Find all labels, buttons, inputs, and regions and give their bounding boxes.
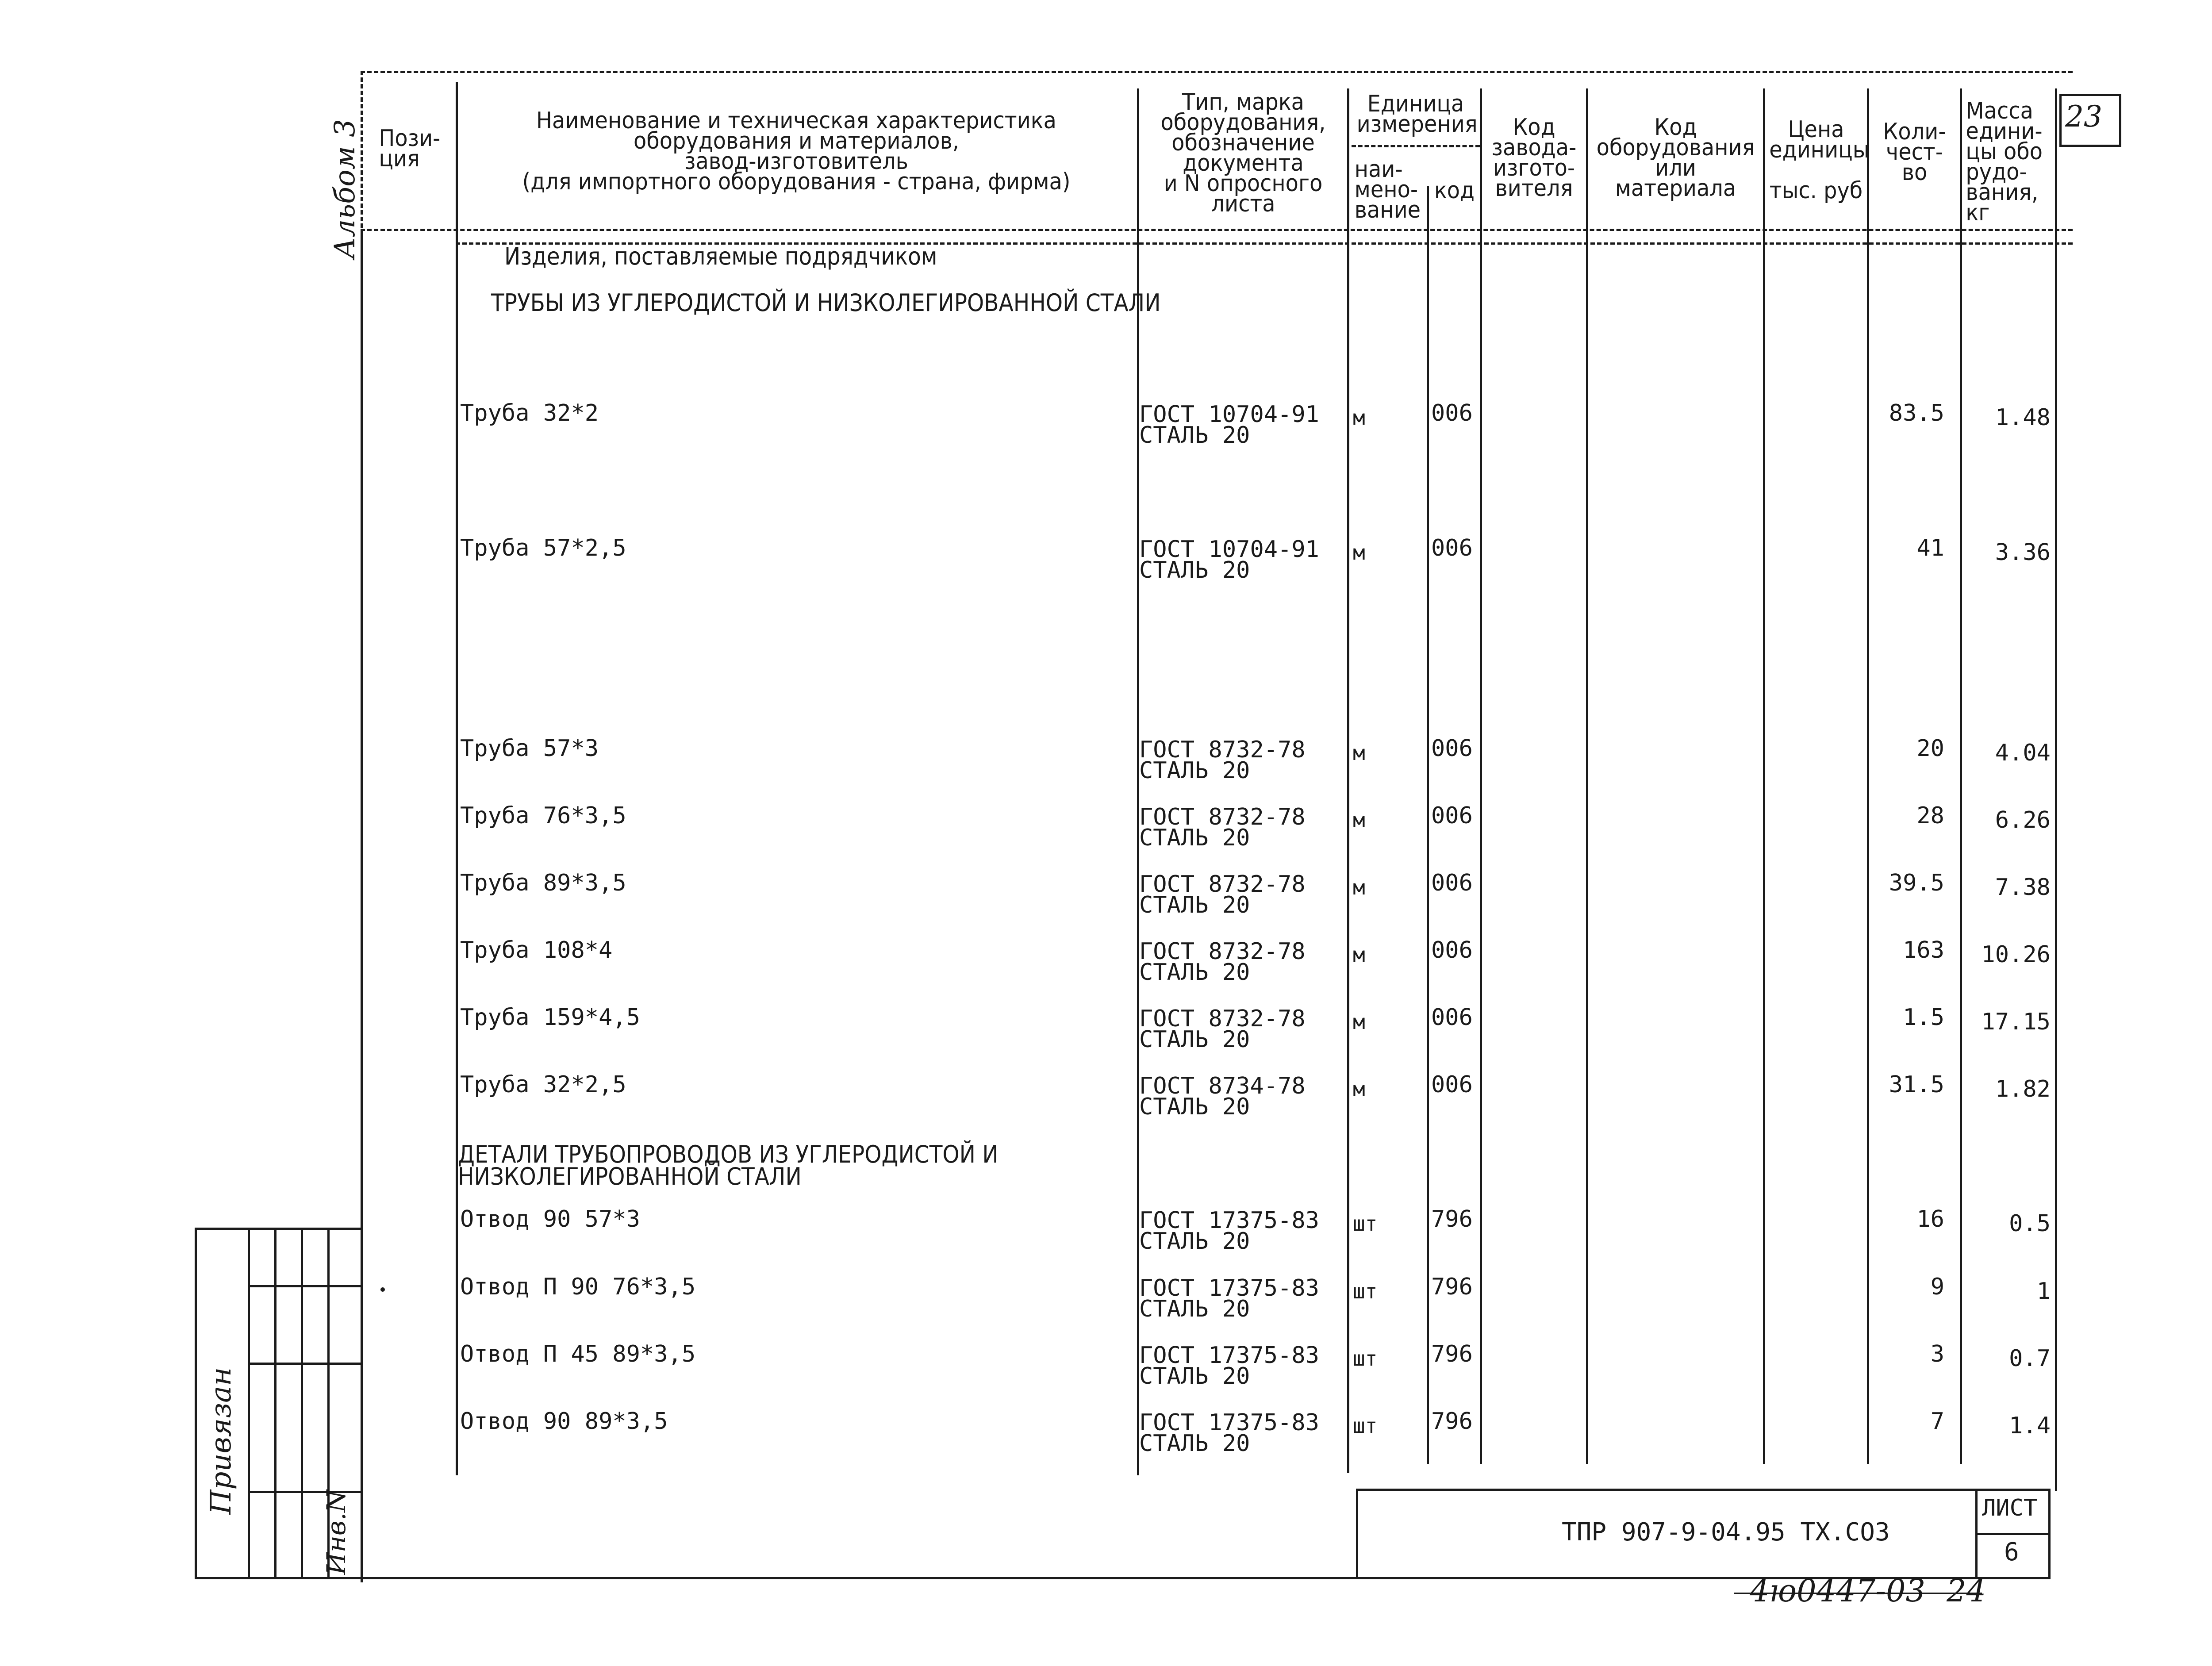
row-code: 006	[1431, 937, 1473, 964]
header-position: Пози- ция	[379, 125, 441, 172]
side-bottom	[195, 1577, 363, 1579]
row-code: 796	[1431, 1408, 1473, 1435]
row-unit: м	[1353, 406, 1365, 430]
row-qty: 39.5	[1889, 870, 1944, 896]
row-mass: 17.15	[1981, 1009, 2051, 1035]
row-unit: м	[1353, 808, 1365, 832]
row-unit: м	[1353, 1077, 1365, 1101]
footer-page: 24	[1947, 1573, 1986, 1609]
row-code: 006	[1431, 1071, 1473, 1098]
header-top-border	[361, 71, 2073, 73]
row-unit: м	[1353, 1010, 1365, 1034]
col-line-2	[456, 82, 458, 1475]
row-name: Труба 32*2	[460, 400, 599, 426]
row-doc-material: СТАЛЬ 20	[1139, 1296, 1250, 1322]
row-qty: 31.5	[1889, 1071, 1944, 1098]
row-code: 006	[1431, 735, 1473, 762]
row-unit: м	[1353, 875, 1365, 899]
side-mid2	[248, 1363, 363, 1365]
row-name: Труба 32*2,5	[460, 1071, 626, 1098]
row-doc-material: СТАЛЬ 20	[1139, 892, 1250, 918]
row-code: 006	[1431, 400, 1473, 426]
row-code: 006	[1431, 535, 1473, 561]
header-mass: Масса едини- цы обо рудо- вания, кг	[1966, 98, 2043, 226]
row-qty: 7	[1930, 1408, 1944, 1435]
header-unit-name: наи- мено- вание	[1354, 156, 1421, 223]
dot-mark	[380, 1287, 385, 1292]
row-mass: 0.5	[2009, 1210, 2051, 1237]
row-unit: шт	[1353, 1279, 1378, 1303]
row-mass: 1.4	[2009, 1413, 2051, 1439]
row-qty: 28	[1916, 802, 1944, 829]
row-code: 796	[1431, 1341, 1473, 1367]
side-l3	[274, 1228, 276, 1579]
row-doc: ГОСТ 8732-78	[1139, 871, 1306, 898]
row-doc-material: СТАЛЬ 20	[1139, 557, 1250, 583]
row-mass: 7.38	[1995, 874, 2051, 901]
row-doc: ГОСТ 8734-78	[1139, 1073, 1306, 1099]
row-mass: 0.7	[2009, 1345, 2051, 1372]
header-unit-code: код	[1434, 177, 1475, 204]
side-l1	[195, 1228, 197, 1579]
row-mass: 1.48	[1995, 404, 2051, 431]
header-factory-code: Код завода- изгото- вителя	[1491, 114, 1577, 202]
row-name: Труба 76*3,5	[460, 802, 626, 829]
section-details: ДЕТАЛИ ТРУБОПРОВОДОВ ИЗ УГЛЕРОДИСТОЙ И НИЗКОЛЕГИРОВАННОЙ СТАЛИ	[458, 1140, 998, 1190]
row-name: Труба 57*3	[460, 735, 599, 762]
row-doc: ГОСТ 17375-83	[1139, 1207, 1319, 1234]
row-qty: 3	[1930, 1341, 1944, 1367]
col-line-9	[1867, 88, 1869, 1464]
col-line-8	[1763, 88, 1765, 1464]
page-number: 23	[2065, 100, 2102, 134]
footer-line	[1734, 1593, 1982, 1594]
row-doc-material: СТАЛЬ 20	[1139, 1228, 1250, 1255]
row-mass: 3.36	[1995, 539, 2051, 566]
row-unit: шт	[1353, 1212, 1378, 1236]
row-name: Отвод П 90 76*3,5	[460, 1274, 696, 1300]
row-doc-material: СТАЛЬ 20	[1139, 1026, 1250, 1053]
row-name: Труба 57*2,5	[460, 535, 626, 561]
row-doc: ГОСТ 17375-83	[1139, 1275, 1319, 1301]
row-doc: ГОСТ 17375-83	[1139, 1342, 1319, 1369]
header-equipment-code: Код оборудования или материала	[1596, 114, 1755, 202]
row-unit: м	[1353, 943, 1365, 967]
header-quantity: Коли- чест- во	[1883, 119, 1946, 186]
row-qty: 41	[1916, 535, 1944, 561]
row-doc: ГОСТ 8732-78	[1139, 938, 1306, 965]
section-supplied: Изделия, поставляемые подрядчиком	[504, 242, 937, 270]
unit-header-separator	[1352, 145, 1480, 147]
side-label-inventory: Инв.N	[321, 1490, 351, 1575]
row-qty: 20	[1916, 735, 1944, 762]
row-doc-material: СТАЛЬ 20	[1139, 1363, 1250, 1390]
row-name: Отвод 90 57*3	[460, 1206, 640, 1232]
row-doc: ГОСТ 17375-83	[1139, 1409, 1319, 1436]
col-line-11	[2055, 88, 2057, 1491]
row-doc: ГОСТ 8732-78	[1139, 1006, 1306, 1032]
row-doc-material: СТАЛЬ 20	[1139, 422, 1250, 449]
row-mass: 1.82	[1995, 1076, 2051, 1102]
row-name: Труба 108*4	[460, 937, 613, 964]
side-top	[195, 1228, 363, 1230]
row-mass: 4.04	[1995, 740, 2051, 766]
col-line-6	[1480, 88, 1482, 1464]
row-mass: 6.26	[1995, 807, 2051, 833]
row-doc-material: СТАЛЬ 20	[1139, 1430, 1250, 1457]
stamp-doc-code: ТПР 907-9-04.95 ТХ.СО3	[1562, 1518, 1890, 1547]
row-doc-material: СТАЛЬ 20	[1139, 1094, 1250, 1120]
row-qty: 163	[1903, 937, 1944, 964]
stamp-sheet-line	[1975, 1533, 2051, 1535]
row-unit: шт	[1353, 1347, 1378, 1370]
row-qty: 1.5	[1903, 1004, 1944, 1031]
col-line-4	[1347, 88, 1349, 1473]
side-mid1	[248, 1285, 363, 1287]
row-code: 796	[1431, 1274, 1473, 1300]
row-qty: 83.5	[1889, 400, 1944, 426]
album-label: Альбом 3	[329, 119, 361, 259]
header-type: Тип, марка оборудования, обозначение документа и N опросного листа	[1160, 89, 1326, 217]
row-code: 796	[1431, 1206, 1473, 1232]
row-doc-material: СТАЛЬ 20	[1139, 959, 1250, 986]
col-line-5	[1427, 186, 1429, 1464]
row-doc-material: СТАЛЬ 20	[1139, 825, 1250, 851]
col-line-7	[1586, 88, 1588, 1464]
section-pipes: ТРУБЫ ИЗ УГЛЕРОДИСТОЙ И НИЗКОЛЕГИРОВАННОЙ СТАЛИ	[491, 289, 1161, 317]
row-doc-material: СТАЛЬ 20	[1139, 757, 1250, 784]
row-doc: ГОСТ 8732-78	[1139, 804, 1306, 830]
row-mass: 10.26	[1981, 941, 2051, 968]
row-qty: 9	[1930, 1274, 1944, 1300]
row-name: Отвод П 45 89*3,5	[460, 1341, 696, 1367]
row-doc: ГОСТ 10704-91	[1139, 536, 1319, 563]
row-name: Отвод 90 89*3,5	[460, 1408, 668, 1435]
col-line-10	[1960, 88, 1962, 1464]
row-qty: 16	[1916, 1206, 1944, 1232]
header-price: Цена единицы тыс. руб	[1769, 116, 1870, 204]
row-unit: м	[1353, 741, 1365, 765]
row-code: 006	[1431, 870, 1473, 896]
row-unit: м	[1353, 541, 1365, 564]
col-line-1	[361, 229, 363, 1582]
side-l4	[301, 1228, 303, 1579]
row-code: 006	[1431, 1004, 1473, 1031]
row-name: Труба 89*3,5	[460, 870, 626, 896]
row-name: Труба 159*4,5	[460, 1004, 640, 1031]
header-unit: Единица измерения	[1356, 91, 1478, 138]
stamp-sheet-number: 6	[2004, 1538, 2019, 1566]
header-name: Наименование и техническая характеристика оборудования и материалов, завод-изготовитель (для импортного оборудования - страна, фирма)	[522, 107, 1071, 195]
row-doc: ГОСТ 10704-91	[1139, 401, 1319, 428]
stamp-sheet-label: ЛИСТ	[1982, 1495, 2038, 1521]
header-bottom-border	[361, 229, 2073, 231]
footer-archive-code: 4ю0447-03	[1750, 1573, 1926, 1609]
row-unit: шт	[1353, 1414, 1378, 1438]
side-l2	[248, 1228, 250, 1579]
side-label-bound: Привязан	[205, 1367, 238, 1515]
row-doc: ГОСТ 8732-78	[1139, 737, 1306, 763]
row-code: 006	[1431, 802, 1473, 829]
row-mass: 1	[2036, 1278, 2051, 1305]
